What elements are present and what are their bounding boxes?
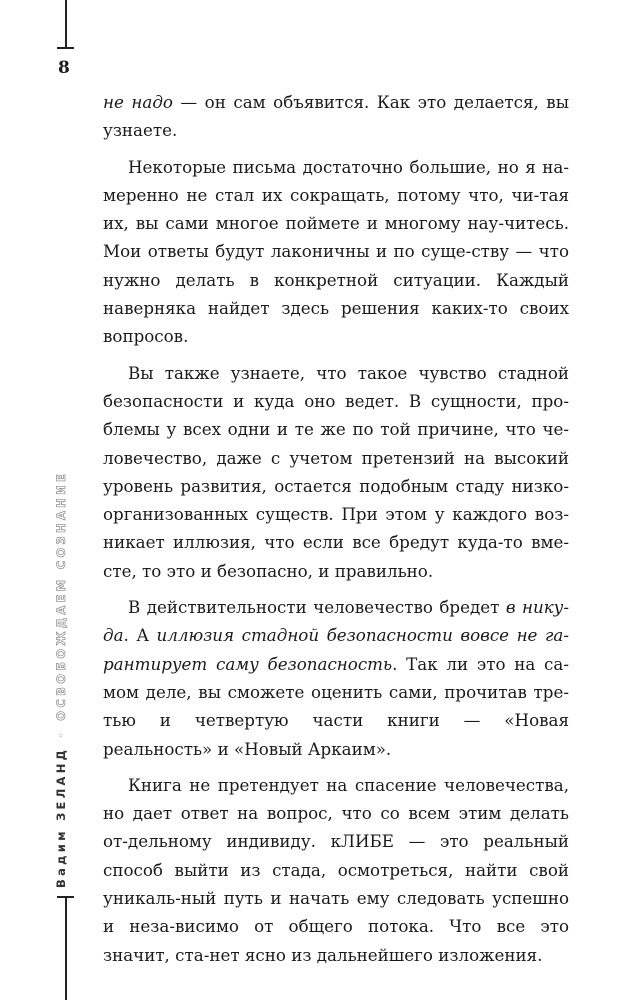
text-run: меренно не стал их сокращать, потому что, чи- (103, 184, 540, 205)
top-vertical-rule (65, 0, 67, 48)
italic-text-run: иллюзия стадной безопасности вовсе не га- (156, 625, 569, 646)
text-run: безопасности и куда оно ведет. В сущности, про- (103, 390, 569, 411)
text-run: . А (123, 625, 157, 646)
italic-text-run: в нику- (505, 597, 569, 618)
text-run: то своих вопросов. (103, 298, 570, 347)
text-run: уровень развития, остается подобным стаду низко- (103, 475, 569, 496)
paragraph (103, 593, 569, 763)
text-run: дельному индивиду. кЛИБЕ — это реальный способ (103, 831, 569, 880)
text-run: и «Новый Аркаим». (217, 738, 392, 759)
side-separator: ◦ (54, 728, 68, 739)
text-run: выйти из стада, осмотреться, найти свой уникаль- (103, 859, 569, 909)
text-run: блемы у всех одни и те же по той причине, что че- (103, 419, 569, 440)
side-author-name: Вадим ЗЕЛАНД (54, 746, 68, 888)
text-run: тая их, вы сами многое поймете и многому нау- (103, 184, 569, 234)
text-run: Книга не претендует на спасение человечества, (128, 774, 569, 795)
page-number: 8 (58, 58, 70, 78)
text-run: мом деле, вы сможете оценить сами, прочитав тре- (103, 681, 569, 702)
side-running-title (54, 471, 68, 888)
top-rule-tick (57, 47, 74, 49)
body-text (103, 88, 569, 977)
paragraph (103, 771, 569, 969)
text-run: висимо от общего потока. Что все это значит, ста- (103, 916, 569, 965)
text-run: ловечество, даже с учетом претензий на высокий (103, 447, 569, 468)
text-run: Вы также узнаете, что такое чувство стадной (128, 362, 569, 383)
text-run: тью и четвертую части книги — «Новая реальность» (103, 710, 569, 759)
text-run: никает иллюзия, что если все бредут куда-то вме- (103, 532, 569, 553)
italic-text-run: да (103, 625, 124, 646)
paragraph (103, 88, 569, 145)
paragraph (103, 153, 569, 351)
bottom-vertical-rule (65, 897, 67, 1000)
text-run: ству — что нужно делать в конкретной ситуации. (103, 241, 569, 290)
text-run: но дает ответ на вопрос, что со всем этим делать от- (103, 803, 569, 852)
italic-text-run: рантирует саму безопасность (103, 653, 393, 674)
text-run: читесь. Мои ответы будут лаконичны и по суще- (103, 213, 569, 262)
paragraph (103, 359, 569, 585)
italic-text-run: не надо (103, 92, 173, 112)
text-run: ный путь и начать ему следовать успешно и неза- (103, 888, 569, 937)
text-run: . Так ли это на са- (392, 653, 569, 674)
text-run: Некоторые письма достаточно большие, но я на- (128, 156, 569, 177)
text-run: узнаете. (103, 120, 178, 141)
text-run: сте, то это и безопасно, и правильно. (103, 560, 434, 581)
text-run: Каждый наверняка найдет здесь решения каких- (103, 269, 569, 319)
side-book-title: ОСВОБОЖДАЕМ СОЗНАНИЕ (54, 470, 68, 721)
text-run: — он сам объявится. Как это делается, вы (172, 92, 569, 112)
text-run: организованных существ. При этом у каждого воз- (103, 504, 569, 525)
text-run: нет ясно из дальнейшего изложения. (209, 944, 543, 965)
text-run: В действительности человечество бредет (128, 597, 506, 618)
